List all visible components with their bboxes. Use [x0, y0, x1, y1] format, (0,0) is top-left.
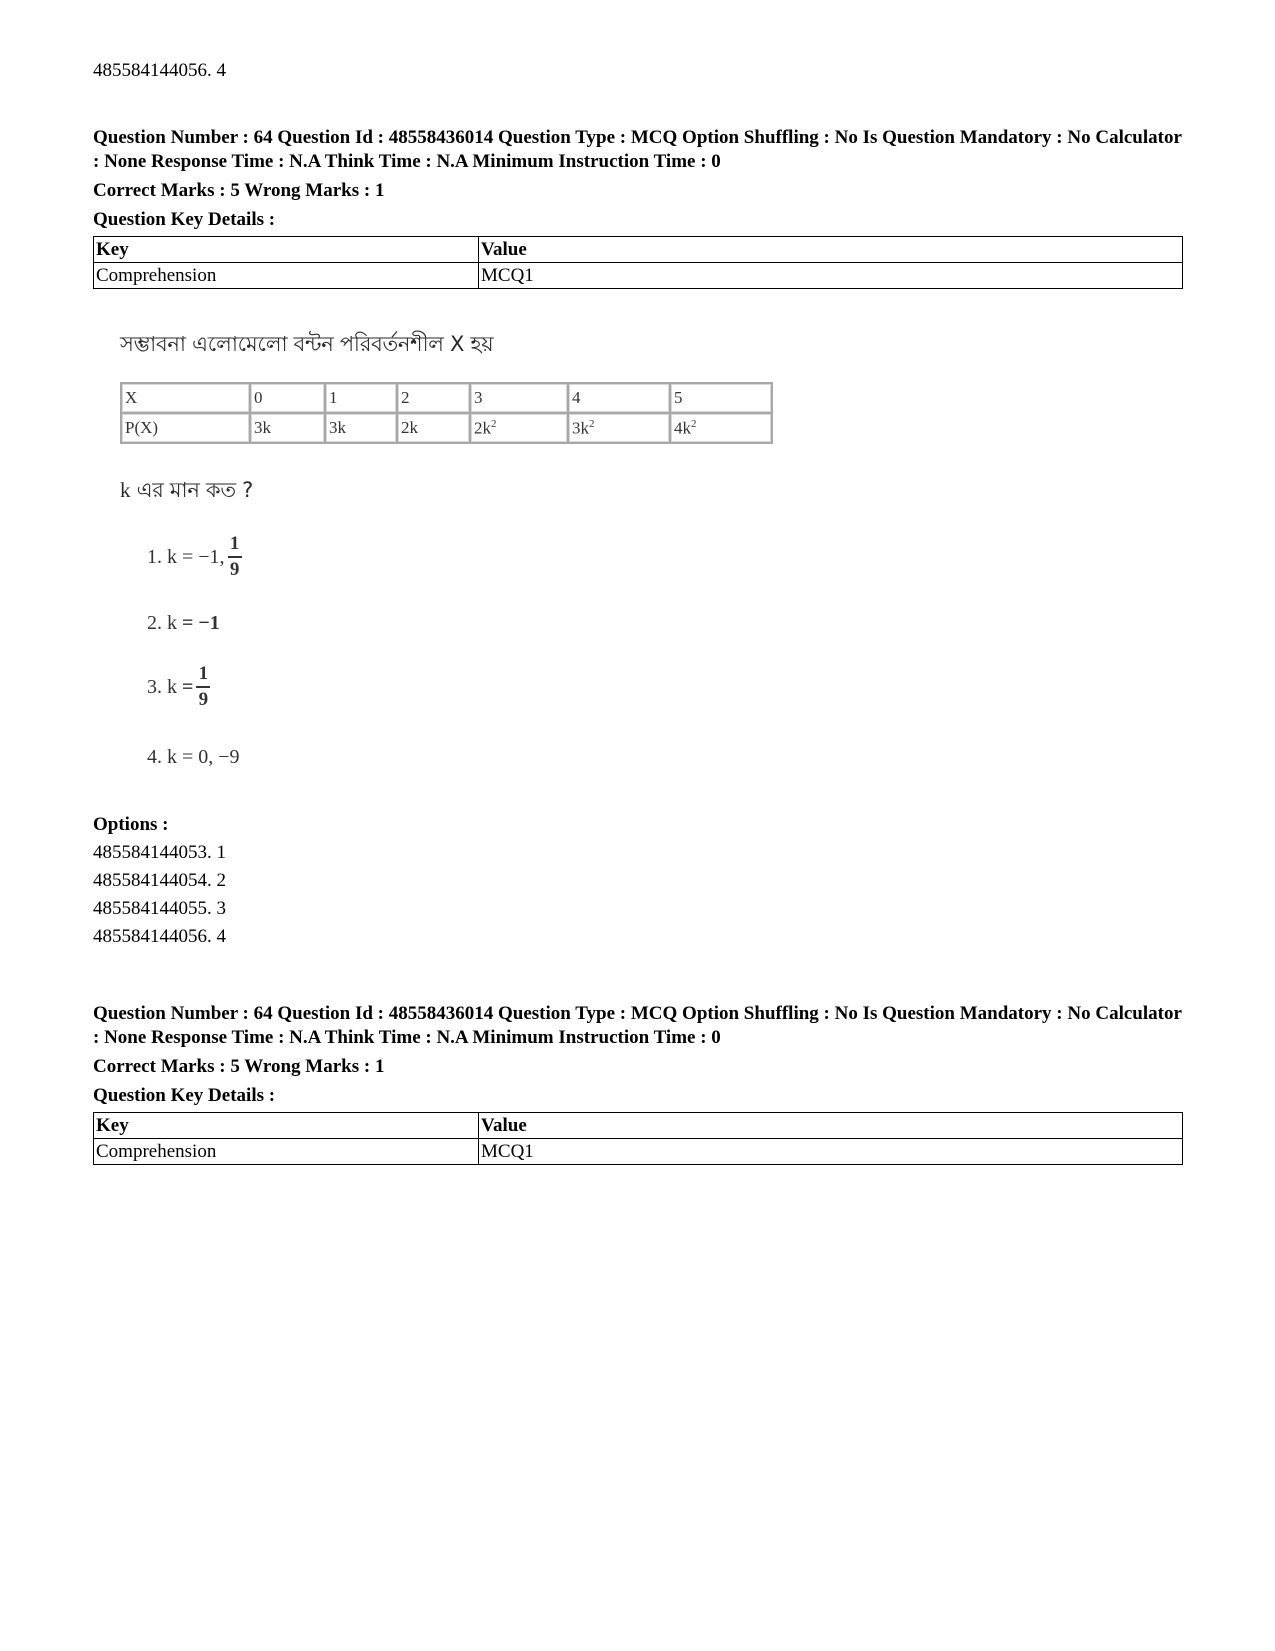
table-cell: [568, 413, 670, 443]
key-cell: Comprehension: [94, 263, 479, 289]
table-cell: 5: [670, 383, 772, 413]
fraction: [228, 534, 242, 580]
table-header-row: [94, 237, 1183, 263]
ask-text: এর মান কত ?: [130, 478, 254, 502]
options-list: [93, 811, 226, 951]
marks-line: Correct Marks : 5 Wrong Marks : 1: [93, 180, 385, 201]
cell-base: 3k: [572, 418, 589, 438]
choice-4: [147, 746, 240, 769]
key-details-table: [93, 236, 1183, 289]
table-row: [94, 263, 1183, 289]
table-cell: 3k: [250, 413, 325, 443]
header-key-cell: Key: [94, 1113, 479, 1139]
previous-option-line: 485584144056. 4: [93, 60, 226, 81]
question-meta-block: [93, 1002, 1183, 1165]
choice-prefix: 3. k: [147, 675, 182, 698]
choice-prefix: 4. k = 0, −9: [147, 746, 240, 768]
table-row: [121, 413, 772, 443]
key-details-label: Question Key Details :: [93, 1085, 276, 1106]
list-item: 485584144056. 4: [93, 926, 226, 947]
table-row: [94, 1139, 1183, 1165]
table-cell: 1: [325, 383, 397, 413]
fraction-bar: [196, 686, 210, 688]
cell-base: 4k: [674, 418, 691, 438]
question-meta-text: Question Number : 64 Question Id : 48558436014 Question Type : MCQ Option Shuffling : No Is Question Mandatory : No Calculator : None Response Time : N.A Think Time : N.A Minimum Instruction Time : 0: [93, 127, 1182, 172]
denominator: 9: [229, 559, 240, 580]
fraction: [196, 664, 210, 710]
marks-line: Correct Marks : 5 Wrong Marks : 1: [93, 1056, 385, 1077]
table-cell: 3k: [325, 413, 397, 443]
choice-prefix: 1. k = −1,: [147, 545, 225, 568]
exponent: 2: [589, 417, 595, 430]
list-item: 485584144053. 1: [93, 842, 226, 863]
numerator: 1: [229, 533, 240, 554]
list-item: 485584144054. 2: [93, 870, 226, 891]
value-cell: MCQ1: [479, 263, 1183, 289]
table-cell: [670, 413, 772, 443]
choice-2: [147, 612, 220, 635]
options-label: Options :: [93, 814, 169, 835]
ask-variable: k: [120, 478, 131, 502]
exponent: 2: [691, 417, 697, 430]
header-key-cell: Key: [94, 237, 479, 263]
question-ask: [120, 474, 253, 509]
choice-prefix: 2. k: [147, 612, 182, 634]
choice-1: [147, 534, 242, 580]
table-header-row: [94, 1113, 1183, 1139]
table-cell: X: [121, 383, 250, 413]
header-value-cell: Value: [479, 237, 1183, 263]
header-value-cell: Value: [479, 1113, 1183, 1139]
table-cell: 0: [250, 383, 325, 413]
table-cell: P(X): [121, 413, 250, 443]
cell-base: 2k: [474, 418, 491, 438]
exponent: 2: [491, 417, 497, 430]
list-item: 485584144055. 3: [93, 898, 226, 919]
fraction-bar: [228, 556, 242, 558]
table-cell: 2k: [397, 413, 470, 443]
denominator: 9: [198, 689, 209, 710]
question-meta-text: Question Number : 64 Question Id : 48558436014 Question Type : MCQ Option Shuffling : No Is Question Mandatory : No Calculator : None Response Time : N.A Think Time : N.A Minimum Instruction Time : 0: [93, 1003, 1182, 1048]
choice-3: [147, 664, 210, 710]
choice-equals: =: [182, 675, 194, 698]
table-cell: [470, 413, 568, 443]
numerator: 1: [198, 663, 209, 684]
key-details-table: [93, 1112, 1183, 1165]
table-cell: 4: [568, 383, 670, 413]
value-cell: MCQ1: [479, 1139, 1183, 1165]
question-meta-block: [93, 126, 1183, 289]
choice-value: = −1: [182, 612, 220, 634]
table-cell: 3: [470, 383, 568, 413]
key-details-label: Question Key Details :: [93, 209, 276, 230]
question-title: সম্ভাবনা এলোমেলো বন্টন পরিবর্তনশীল X হয়: [120, 332, 494, 356]
key-cell: Comprehension: [94, 1139, 479, 1165]
distribution-table: [120, 382, 773, 444]
table-cell: 2: [397, 383, 470, 413]
table-row: [121, 383, 772, 413]
